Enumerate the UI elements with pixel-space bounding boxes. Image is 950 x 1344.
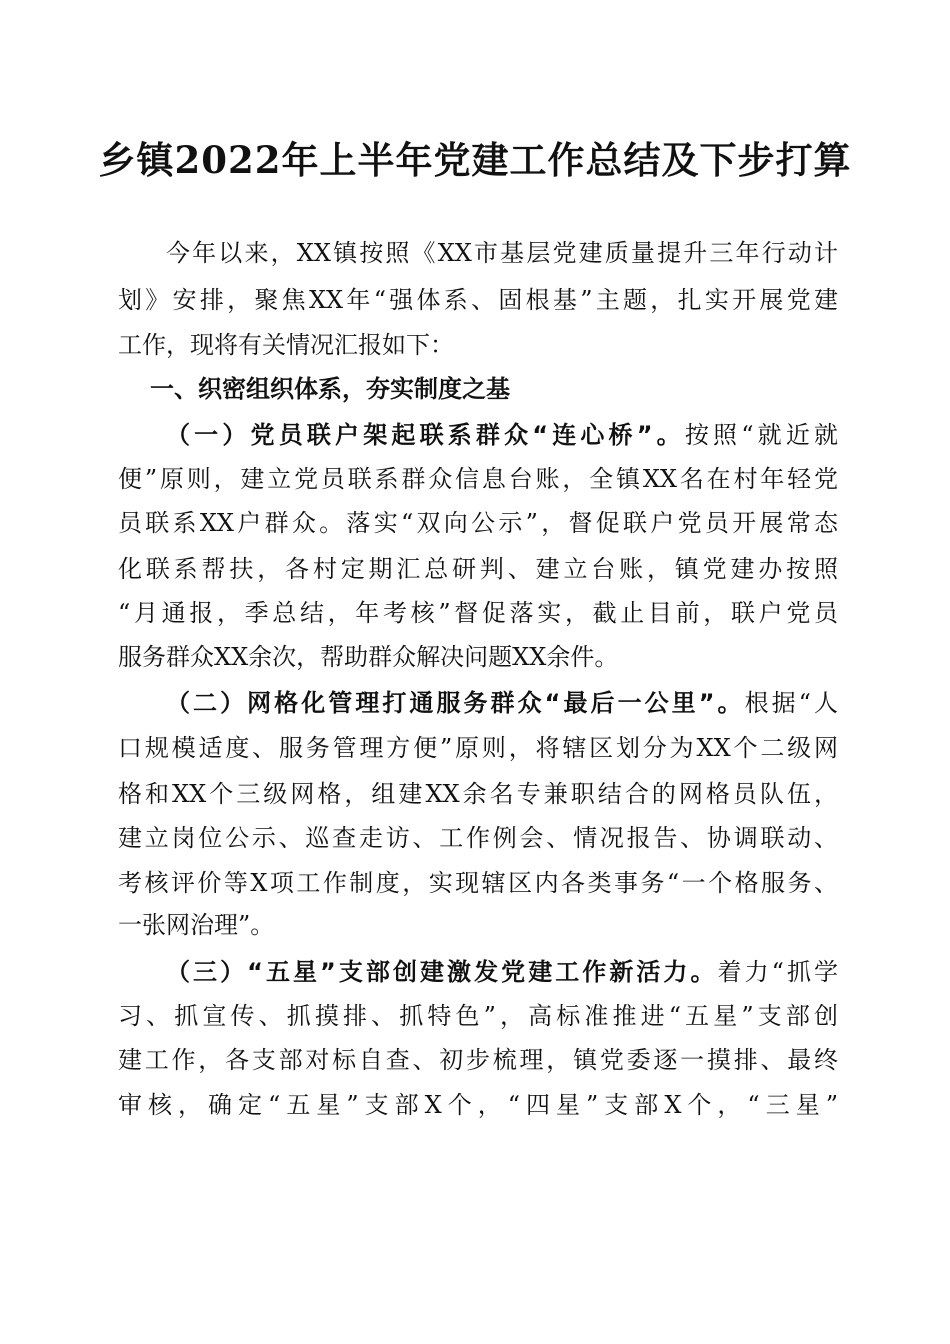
item1-subheading: （一）党员联户架起联系群众“连心桥”。 [166, 421, 685, 449]
item2-line-1-text: 根据“人 [744, 689, 838, 717]
item2-line-3: 格和XX个三级网格，组建XX余名专兼职结合的网格员队伍， [118, 780, 838, 808]
intro-line-2: 划》安排，聚焦XX年“强体系、固根基”主题，扎实开展党建 [118, 286, 838, 314]
item1-line-1 [166, 418, 838, 452]
item3-line-3: 建工作，各支部对标自查、初步梳理，镇党委逐一摸排、最终 [118, 1046, 838, 1074]
intro-line-3: 工作，现将有关情况汇报如下： [118, 331, 454, 359]
item2-line-2: 口规模适度、服务管理方便”原则，将辖区划分为XX个二级网 [118, 734, 838, 762]
section-heading-1: 一、织密组织体系，夯实制度之基 [150, 375, 510, 403]
item2-subheading: （二）网格化管理打通服务群众“最后一公里”。 [166, 689, 745, 717]
item1-line-2: 便”原则，建立党员联系群众信息台账，全镇XX名在村年轻党 [118, 465, 838, 493]
item1-line-3: 员联系XX户群众。落实“双向公示”，督促联户党员开展常态 [118, 509, 838, 537]
item1-line-4: 化联系帮扶，各村定期汇总研判、建立台账，镇党建办按照 [118, 555, 838, 583]
item2-line-4: 建立岗位公示、巡查走访、工作例会、情况报告、协调联动、 [118, 824, 838, 852]
item1-line-1-text: 按照“就近就 [684, 421, 838, 449]
item1-line-6: 服务群众XX余次，帮助群众解决问题XX余件。 [118, 643, 619, 671]
intro-line-1: 今年以来，XX镇按照《XX市基层党建质量提升三年行动计 [166, 239, 838, 267]
item1-line-5: “月通报，季总结，年考核”督促落实，截止目前，联户党员 [118, 599, 838, 627]
item3-line-2: 习、抓宣传、抓摸排、抓特色”，高标准推进“五星”支部创 [118, 1002, 838, 1030]
item3-line-1-text: 着力“抓学 [717, 958, 838, 986]
item2-line-1 [166, 686, 838, 720]
item3-line-4: 审核，确定“五星”支部X个，“四星”支部X个，“三星” [118, 1091, 838, 1119]
item3-subheading: （三）“五星”支部创建激发党建工作新活力。 [166, 958, 718, 986]
item3-line-1 [166, 955, 838, 989]
item2-line-5: 考核评价等X项工作制度，实现辖区内各类事务“一个格服务、 [118, 869, 838, 897]
item2-line-6: 一张网治理”。 [118, 911, 275, 939]
document-title: 乡镇2022年上半年党建工作总结及下步打算 [98, 138, 852, 182]
